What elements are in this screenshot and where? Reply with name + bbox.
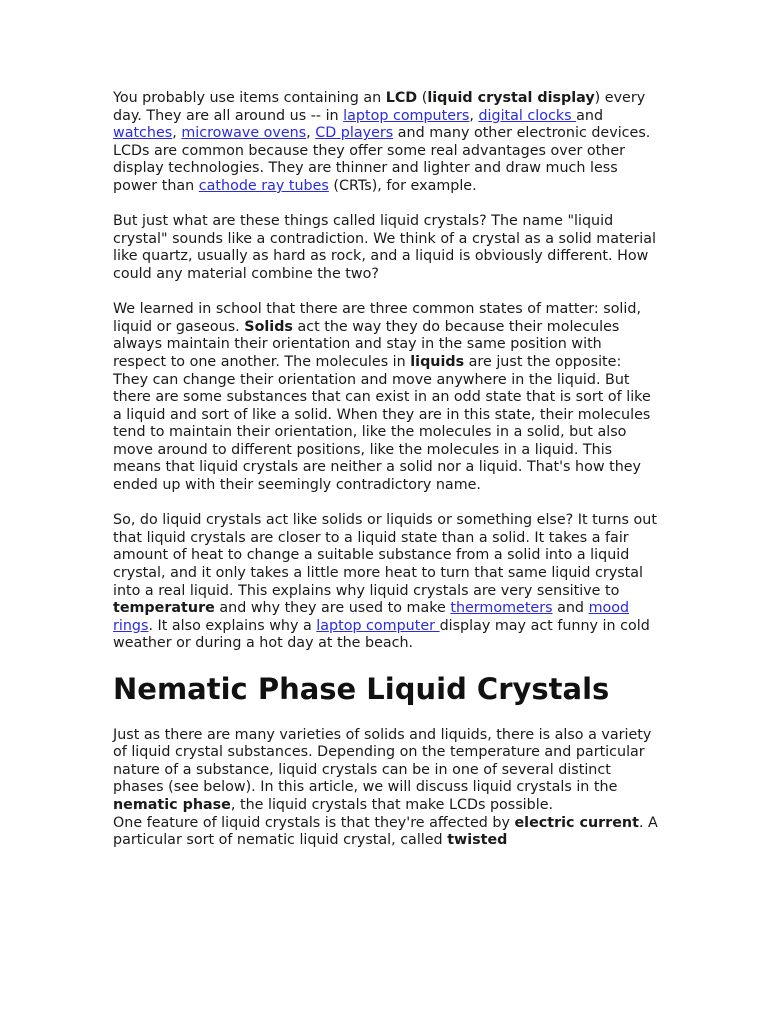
link-cathode-ray-tubes[interactable]: cathode ray tubes bbox=[198, 177, 329, 194]
text: , bbox=[306, 125, 316, 142]
text: You probably use items containing an bbox=[113, 90, 386, 106]
paragraph-nematic-intro bbox=[113, 727, 658, 815]
bold-term-solids: Solids bbox=[244, 318, 293, 335]
text: ) every day. They are all around us -- in bbox=[113, 90, 646, 124]
section-heading: Nematic Phase Liquid Crystals bbox=[113, 671, 610, 706]
text: and many other electronic devices. LCDs are common because they offer some real advantages over other display technologies. They are thinner and lighter and draw much less power than bbox=[113, 125, 651, 194]
link-digital-clocks[interactable]: digital clocks bbox=[478, 107, 577, 124]
link-microwave-ovens[interactable]: microwave ovens bbox=[181, 125, 307, 142]
bold-term-electric-current: electric current bbox=[514, 814, 639, 831]
text: act the way they do because their molecules always maintain their orientation and stay in the same position with respect to one another. The molecules in bbox=[113, 318, 620, 370]
article-body bbox=[113, 90, 658, 867]
text: , bbox=[469, 107, 479, 124]
bold-term-twisted: twisted bbox=[447, 832, 508, 849]
paragraph-states-of-matter bbox=[113, 301, 658, 495]
text: We learned in school that there are three common states of matter: solid, liquid or gaseous. bbox=[113, 301, 641, 335]
paragraph-electric-current bbox=[113, 815, 658, 850]
text: and bbox=[576, 107, 604, 124]
text: , the liquid crystals that make LCDs possible. bbox=[230, 796, 554, 813]
paragraph-intro bbox=[113, 90, 658, 196]
text: and bbox=[552, 600, 589, 617]
text: display may act funny in cold weather or during a hot day at the beach. bbox=[113, 617, 650, 652]
text: (CRTs), for example. bbox=[328, 177, 477, 194]
text: and why they are used to make bbox=[214, 600, 451, 617]
bold-term-temperature: temperature bbox=[113, 600, 215, 617]
paragraph-contradiction bbox=[113, 213, 658, 283]
text: But just what are these things called liquid crystals? The name "liquid crystal" sounds like a contradiction. We think of a crystal as a solid material like quartz, usually as hard as rock, and a liquid is obviously different. How could any material combine the two? bbox=[113, 213, 656, 282]
text: are just the opposite: They can change their orientation and move anywhere in the liquid. But there are some substances that can exist in an odd state that is sort of like a liquid and sort of like a solid. When they are in this state, their molecules tend to maintain their orientation, like the molecules in a solid, but also move around to different positions, like the molecules in a liquid. This means that liquid crystals are neither a solid nor a liquid. That's how they ended up with their seemingly contradictory name. bbox=[113, 353, 651, 494]
link-laptop-computer[interactable]: laptop computer bbox=[316, 617, 440, 634]
link-laptop-computers[interactable]: laptop computers bbox=[343, 107, 470, 124]
text: Just as there are many varieties of solids and liquids, there is also a variety of liquid crystal substances. Depending on the temperature and particular nature of a substance, liquid crystals can be in one of several distinct phases (see below). In this article, we will discuss liquid crystals in the bbox=[113, 726, 652, 796]
link-cd-players[interactable]: CD players bbox=[315, 125, 394, 142]
paragraph-temperature bbox=[113, 512, 658, 653]
link-thermometers[interactable]: thermometers bbox=[450, 600, 553, 617]
link-mood-rings[interactable]: mood rings bbox=[113, 600, 630, 634]
bold-term-liquids: liquids bbox=[410, 353, 465, 370]
text: One feature of liquid crystals is that they're affected by bbox=[113, 814, 515, 831]
bold-term-lcd: LCD bbox=[385, 90, 418, 106]
text: ( bbox=[417, 90, 428, 106]
text: , bbox=[172, 125, 182, 142]
text: . It also explains why a bbox=[148, 617, 317, 634]
bold-term-nematic-phase: nematic phase bbox=[113, 796, 231, 813]
text: So, do liquid crystals act like solids or liquids or something else? It turns out that liquid crystals are closer to a liquid state than a solid. It takes a fair amount of heat to change a suitable substance from a solid into a liquid crystal, and it only takes a little more heat to turn that same liquid crystal into a real liquid. This explains why liquid crystals are very sensitive to bbox=[113, 512, 657, 599]
bold-term-liquid-crystal-display: liquid crystal display bbox=[427, 90, 595, 106]
link-watches[interactable]: watches bbox=[113, 125, 173, 142]
text: . A particular sort of nematic liquid crystal, called bbox=[113, 814, 658, 849]
